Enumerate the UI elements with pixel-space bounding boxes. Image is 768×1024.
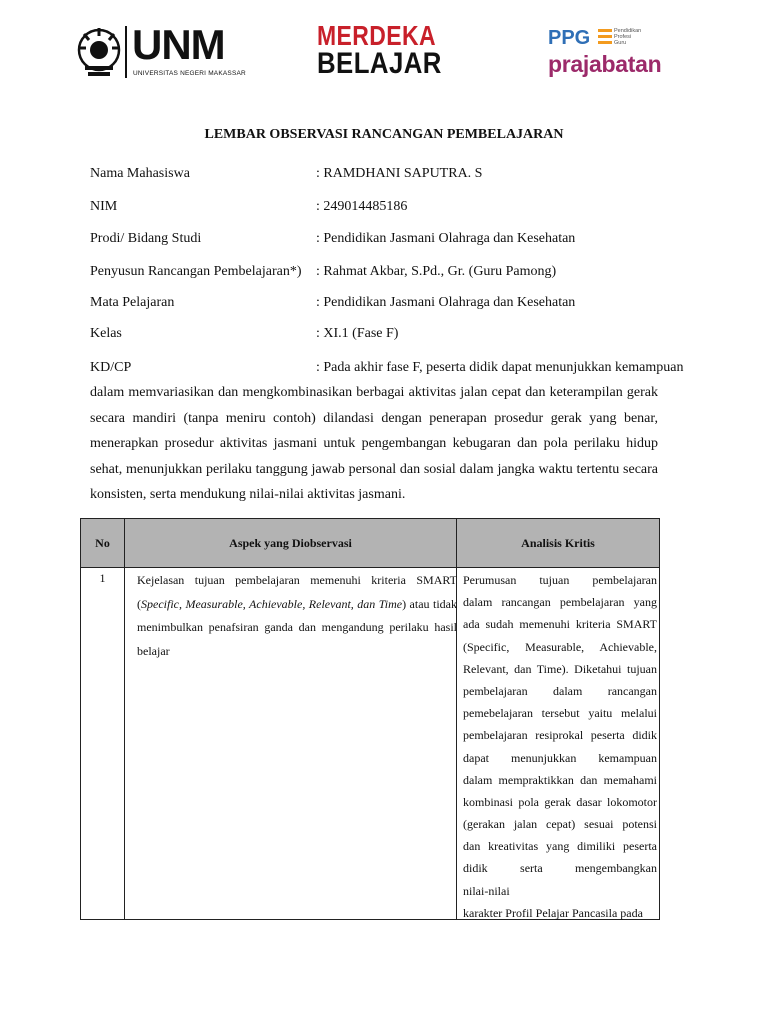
analisis-line: dalam mempraktikkan dan memahami: [463, 772, 657, 787]
analisis-line: (Specific, Measurable, Achievable,: [463, 639, 657, 654]
field-value-prodi: : Pendidikan Jasmani Olahraga dan Kesehatan: [316, 231, 576, 246]
analisis-cell: [463, 569, 657, 924]
unm-divider: [125, 26, 127, 78]
column-divider: [124, 519, 125, 919]
header-no: No: [95, 536, 110, 550]
analisis-line: dan kreativitas yang dimiliki peserta: [463, 839, 657, 854]
analisis-line: dalam rancangan pembelajaran yang: [463, 595, 657, 610]
merdeka-text: MERDEKA: [317, 20, 436, 51]
analisis-line: pembelajaran dalam rancangan: [463, 683, 657, 698]
field-value-nama: : RAMDHANI SAPUTRA. S: [316, 166, 483, 181]
field-value-nim: : 249014485186: [316, 199, 408, 214]
analisis-line: nilai-nilai: [463, 883, 510, 898]
row-number: 1: [99, 571, 106, 585]
field-label-penyusun: Penyusun Rancangan Pembelajaran*): [90, 264, 302, 279]
ppg-prajabatan-logo: [548, 26, 698, 82]
unm-subtitle: UNIVERSITAS NEGERI MAKASSAR: [133, 70, 246, 77]
analisis-line: karakter Profil Pelajar Pancasila pada: [463, 905, 643, 920]
field-label-prodi: Prodi/ Bidang Studi: [90, 231, 202, 246]
field-value-penyusun: : Rahmat Akbar, S.Pd., Gr. (Guru Pamong): [316, 264, 557, 279]
analisis-line: pemebelajaran tersebut yaitu melalui: [463, 706, 657, 721]
analisis-line: pembelajaran resiprokal peserta didik: [463, 728, 657, 743]
document-title: LEMBAR OBSERVASI RANCANGAN PEMBELAJARAN: [204, 127, 564, 142]
analisis-line: Perumusan tujuan pembelajaran: [463, 573, 657, 587]
aspek-italic: Specific, Measurable, Achievable, Relevant, dan Time: [141, 596, 403, 611]
field-label-kelas: Kelas: [90, 326, 122, 341]
kdcp-paragraph: [90, 355, 684, 507]
field-label-mapel: Mata Pelajaran: [90, 295, 175, 310]
unm-logo-text: UNM: [132, 21, 225, 68]
header-aspek: Aspek yang Diobservasi: [229, 536, 352, 550]
field-label-nama: Nama Mahasiswa: [90, 166, 190, 181]
belajar-text: BELAJAR: [317, 47, 442, 80]
field-value-kelas: : XI.1 (Fase F): [316, 326, 399, 341]
analisis-line: kombinasi pola gerak dasar lokomotor: [463, 794, 657, 809]
field-value-mapel: : Pendidikan Jasmani Olahraga dan Kesehatan: [316, 295, 576, 310]
ppg-text: PPG: [548, 27, 591, 49]
analisis-line: ada sudah memenuhi kriteria SMART: [463, 617, 657, 632]
aspek-cell: Kejelasan tujuan pembelajaran memenuhi kriteria SMART (Specific, Measurable, Achievable, Relevant, dan Time) atau tidak menimbulkan penafsiran ganda dan mengandung perilaku hasil belajar: [137, 573, 458, 658]
merdeka-belajar-logo: [316, 22, 440, 82]
kdcp-continuation: dalam memvariasikan dan mengkombinasikan berbagai aktivitas jalan cepat dan keterampilan gerak secara mandiri (tanpa meniru contoh) dilandasi dengan penerapan prosedur gerak yang benar, menerapkan prosedur aktivitas jasmani untuk pengembangan kebugaran dan pola perilaku hidup sehat, menunjukkan perilaku tanggung jawab personal dan sosial dalam jangka waktu tertentu secara konsisten, serta mendukung nilai-nilai aktivitas jasmani.: [90, 385, 658, 503]
observation-table: [80, 518, 660, 920]
field-label-kdcp: KD/CP: [90, 360, 132, 375]
analisis-line: dapat menunjukkan kemampuan: [463, 750, 657, 765]
prajabatan-text: prajabatan: [548, 51, 662, 77]
ppg-bars-icon: [598, 29, 612, 45]
analisis-line: Relevant, dan Time). Diketahui tujuan: [463, 661, 657, 676]
field-value-kdcp: : Pada akhir fase F, peserta didik dapat menunjukkan kemampuan: [316, 360, 684, 375]
analisis-line: didik serta mengembangkan: [463, 861, 657, 876]
header-analisis: Analisis Kritis: [521, 536, 595, 550]
ppg-small-text: Pendidikan Profesi Guru: [614, 28, 642, 46]
field-label-nim: NIM: [90, 199, 118, 214]
unm-logo: [76, 21, 246, 82]
unm-emblem-icon: [76, 26, 122, 78]
analisis-line: (gerakan jalan cepat) sesuai potensi: [463, 817, 657, 832]
